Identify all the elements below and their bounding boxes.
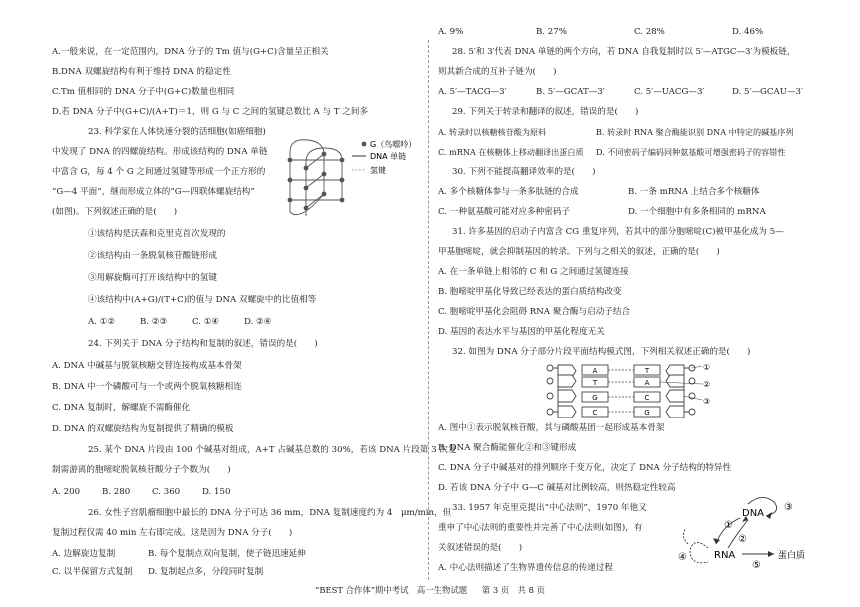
q24-option-a: A. DNA 中碱基与脱氧核糖交替连接构成基本骨架 [52, 361, 242, 371]
q31-option-b: B. 胞嘧啶甲基化导致已经表达的蛋白质结构改变 [438, 287, 622, 297]
q23-item-2: ②该结构由一条脱氧核苷酸链形成 [88, 251, 217, 261]
q31-stem-1: 31. 许多基因的启动子内富含 CG 重复序列，若其中的部分胞嘧啶(C)被甲基化成为 5— [452, 227, 784, 237]
q31-stem-2: 甲基胞嘧啶，就会抑制基因的转录。下列与之相关的叙述，正确的是( ) [438, 247, 720, 257]
q23-option-b: B. ②③ [140, 317, 168, 327]
q23-option-d: D. ②④ [244, 317, 272, 327]
q28-stem-1: 28. 5′和 3′代表 DNA 单链的两个方向，若 DNA 自我复制时以 5′—ATGC—3′为模板链， [452, 47, 796, 57]
page-footer [0, 584, 860, 596]
q29-option-c: C. mRNA 在核糖体上移动翻译出蛋白质 [438, 147, 584, 157]
q28-stem-2: 则其新合成的互补子链为( ) [438, 67, 557, 77]
pair-t: T [644, 367, 650, 375]
label-3: ③ [703, 397, 711, 406]
q31-option-a: A. 在一条单链上相邻的 C 和 G 之间通过氢键连接 [438, 267, 629, 277]
q23-stem-2: 中发现了 DNA 的四螺旋结构。形成该结构的 DNA 单链 [52, 147, 268, 157]
q25-stem-1: 25. 某个 DNA 片段由 100 个碱基对组成，A+T 占碱基总数的 30%，若该 DNA 片段第 3 次复 [88, 445, 457, 455]
q24-stem: 24. 下列关于 DNA 分子结构和复制的叙述，错误的是( ) [88, 339, 318, 349]
q32-option-c: C. DNA 分子中碱基对的排列顺序千变万化，决定了 DNA 分子结构的特异性 [438, 463, 732, 473]
q29-stem: 29. 下列关于转录和翻译的叙述，错误的是( ) [452, 107, 639, 117]
legend-hydrogen-bond: 氢键 [370, 166, 386, 175]
base-c: C [592, 409, 598, 417]
q29-option-a: A. 转录时以核糖核苷酸为原料 [438, 127, 547, 137]
g-quadruplex-figure [280, 132, 420, 222]
pair-a: A [644, 379, 650, 387]
q25-options [52, 486, 230, 499]
q33-stem-2: 重申了中心法则的重要性并完善了中心法则(如图)，有 [438, 523, 643, 533]
column-divider [428, 40, 429, 580]
pair-g: G [644, 409, 650, 417]
q25-option-d: D. 150 [202, 487, 231, 497]
q26-option-b: B. 每个复制点双向复制，使子链迅速延伸 [148, 549, 306, 559]
legend-dna-strand: DNA 单链 [370, 152, 407, 161]
q23-item-4: ④该结构中(A+G)/(T+C)的值与 DNA 双螺旋中的比值相等 [88, 295, 317, 305]
q26-option-c: C. 以半保留方式复制 [52, 567, 133, 577]
q25-option-c: C. 360 [152, 487, 181, 497]
q23-stem-4: “G—4 平面”，继而形成立体的“G—四联体螺旋结构” [52, 187, 255, 197]
legend-g: G（鸟嘌呤） [370, 140, 417, 149]
q28-option-d: D. 5′—GCAU—3′ [732, 87, 803, 97]
q23-option-a: A. ①② [88, 317, 116, 327]
q27-options [438, 26, 763, 39]
q32-option-a: A. 图中①表示脱氧核苷酸，其与磷酸基团一起形成基本骨架 [438, 423, 665, 433]
q30-stem: 30. 下列不能提高翻译效率的是( ) [452, 167, 596, 177]
q29-options-row1 [438, 126, 793, 139]
q26-stem-2: 复制过程仅需 40 min 左右即完成。这是因为 DNA 分子( ) [52, 528, 293, 538]
q23-options [88, 316, 271, 329]
base-g: G [592, 394, 598, 402]
q32-option-b: B. DNA 聚合酶能催化②和③键形成 [438, 443, 577, 453]
dna-fragment-figure [542, 362, 712, 418]
protein-node: 蛋白质 [778, 551, 806, 561]
q25-option-b: B. 280 [102, 487, 131, 497]
q24-option-b: B. DNA 中一个磷酸可与一个或两个脱氧核糖相连 [52, 382, 242, 392]
q25-stem-2: 制需游离的胞嘧啶脱氧核苷酸分子个数为( ) [52, 465, 231, 475]
q32-stem: 32. 如图为 DNA 分子部分片段平面结构模式图，下列相关叙述正确的是( ) [452, 347, 751, 357]
q27-option-d: D. 46% [732, 27, 764, 37]
q28-option-b: B. 5′—GCAT—3′ [536, 87, 605, 97]
q23-option-c: C. ①④ [192, 317, 220, 327]
q22-option-d: D.若 DNA 分子中(G+C)/(A+T)＝1，则 G 与 C 之间的氢键总数比 A 与 T 之间多 [52, 107, 369, 117]
central-dogma-figure [650, 488, 820, 576]
q26-option-d: D. 复制起点多，分段同时复制 [148, 567, 264, 577]
dna-node: DNA [742, 508, 765, 519]
q33-option-a: A. 中心法则描述了生物界遗传信息的传递过程 [438, 563, 613, 573]
q24-option-c: C. DNA 复制时，解螺旋不需酶催化 [52, 403, 191, 413]
process-5: ⑤ [752, 560, 761, 571]
q24-option-d: D. DNA 的双螺旋结构为复制提供了精确的模板 [52, 424, 234, 434]
q29-option-b: B. 转录时 RNA 聚合酶能识别 DNA 中特定的碱基序列 [596, 127, 794, 137]
q30-option-a: A. 多个核糖体参与一条多肽链的合成 [438, 187, 579, 197]
q30-option-d: D. 一个细胞中有多条相同的 mRNA [628, 207, 766, 217]
q30-options-row2 [438, 206, 766, 219]
q30-options-row1 [438, 186, 760, 199]
q27-option-c: C. 28% [634, 27, 665, 37]
q22-option-a: A.一般来说，在一定范围内，DNA 分子的 Tm 值与(G+C)含量呈正相关 [52, 47, 329, 57]
q28-options [438, 86, 803, 99]
q23-stem-1: 23. 科学家在人体快速分裂的活细胞(如癌细胞) [88, 127, 266, 137]
q33-stem-1: 33. 1957 年克里克提出“中心法则”，1970 年他又 [452, 503, 647, 513]
q27-option-b: B. 27% [536, 27, 567, 37]
q33-stem-3: 关叙述错误的是( ) [438, 543, 523, 553]
base-t: T [592, 379, 598, 387]
process-3: ③ [784, 502, 793, 513]
q30-option-b: B. 一条 mRNA 上结合多个核糖体 [628, 187, 760, 197]
q28-option-c: C. 5′—UACG—3′ [634, 87, 705, 97]
q30-option-c: C. 一种氨基酸可能对应多种密码子 [438, 207, 571, 217]
page-number: 第 3 页 共 8 页 [481, 585, 545, 595]
process-4: ④ [678, 552, 687, 563]
q23-stem-5: (如图)。下列叙述正确的是( ) [52, 207, 178, 217]
q29-options-row2 [438, 146, 785, 159]
label-2: ② [703, 380, 711, 389]
base-a: A [592, 367, 598, 375]
process-1: ① [724, 520, 733, 531]
q23-item-3: ③用解旋酶可打开该结构中的氢键 [88, 273, 217, 283]
q27-option-a: A. 9% [438, 27, 464, 37]
q29-option-d: D. 不同密码子编码同种氨基酸可增强密码子的容错性 [596, 147, 786, 157]
rna-node: RNA [714, 550, 736, 561]
label-1: ① [703, 363, 711, 372]
q32-option-d: D. 若该 DNA 分子中 G—C 碱基对比例较高，则热稳定性较高 [438, 483, 676, 493]
q26-stem-1: 26. 女性子宫肌瘤细胞中最长的 DNA 分子可达 36 mm，DNA 复制速度约为 4 μm/min，但 [88, 508, 452, 518]
q26-options-row2 [52, 566, 263, 579]
q26-option-a: A. 边解旋边复制 [52, 549, 116, 559]
q31-option-c: C. 胞嘧啶甲基化会阻碍 RNA 聚合酶与启动子结合 [438, 307, 631, 317]
exam-title: “BEST 合作体”期中考试 高一生物试题 [315, 585, 468, 595]
process-2: ② [738, 534, 747, 545]
q25-option-a: A. 200 [52, 487, 81, 497]
q28-option-a: A. 5′—TACG—3′ [438, 87, 507, 97]
q23-stem-3: 中富含 G，每 4 个 G 之间通过氢键等形成一个正方形的 [52, 167, 266, 177]
q22-option-c: C.Tm 值相同的 DNA 分子中(G+C)数量也相同 [52, 87, 235, 97]
q26-options-row1 [52, 548, 306, 561]
q22-option-b: B.DNA 双螺旋结构有利于维持 DNA 的稳定性 [52, 67, 231, 77]
q23-item-1: ①该结构是沃森和克里克首次发现的 [88, 229, 226, 239]
q31-option-d: D. 基因的表达水平与基因的甲基化程度无关 [438, 327, 605, 337]
pair-c: C [644, 394, 650, 402]
